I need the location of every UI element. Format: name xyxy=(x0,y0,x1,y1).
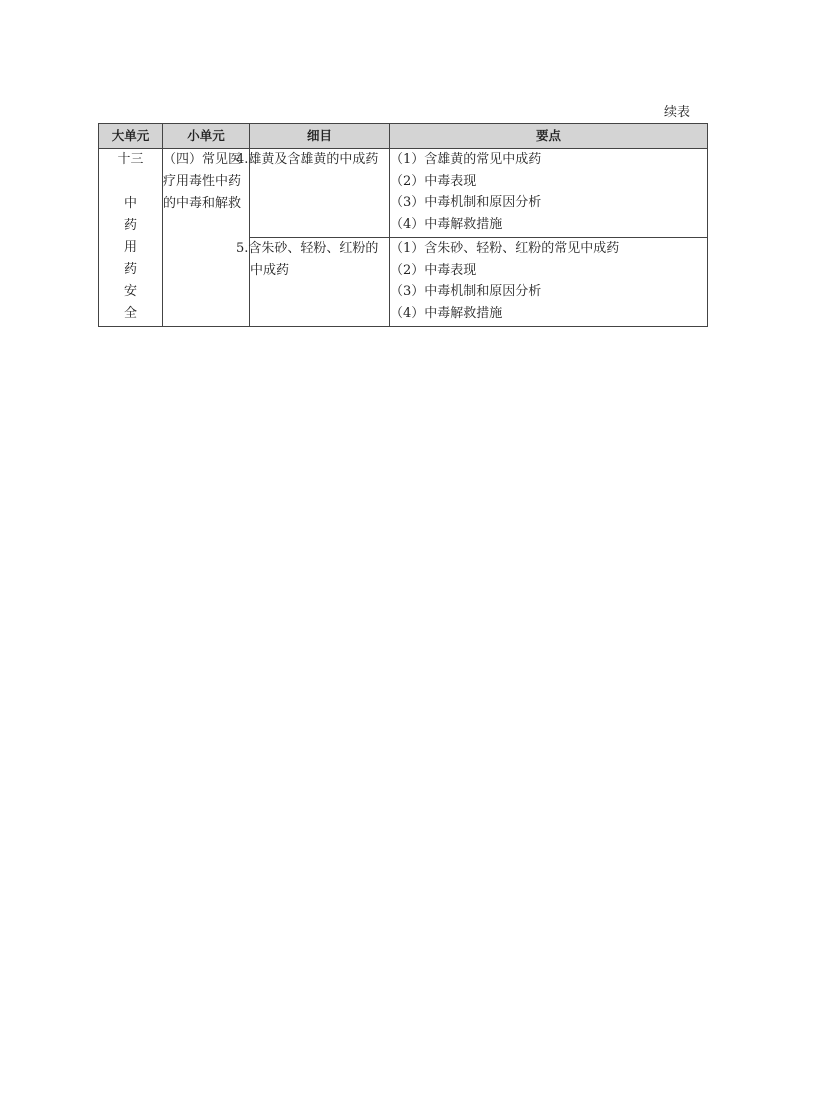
major-unit-number: 十三 xyxy=(117,152,144,167)
header-key-points: 要点 xyxy=(390,124,708,149)
header-major-unit: 大单元 xyxy=(99,124,163,149)
key-point: （1）含雄黄的常见中成药 xyxy=(390,152,542,167)
syllabus-table xyxy=(98,123,708,327)
major-unit-title-char: 用 xyxy=(123,240,137,255)
key-point: （1）含朱砂、轻粉、红粉的常见中成药 xyxy=(390,241,620,256)
key-points-cell xyxy=(390,238,708,327)
major-unit-title-char: 安 xyxy=(123,284,137,299)
key-point: （3）中毒机制和原因分析 xyxy=(390,195,542,210)
detail-cell: 5.含朱砂、轻粉、红粉的中成药 xyxy=(250,238,390,327)
key-point: （2）中毒表现 xyxy=(390,173,477,189)
major-unit-cell xyxy=(99,149,163,327)
key-point: （2）中毒表现 xyxy=(390,262,477,278)
table-row xyxy=(99,149,708,238)
table-header-row xyxy=(99,124,708,149)
detail-cell: 4.雄黄及含雄黄的中成药 xyxy=(250,149,390,238)
major-unit-title-char: 全 xyxy=(123,306,137,321)
header-minor-unit: 小单元 xyxy=(163,124,250,149)
key-point: （4）中毒解救措施 xyxy=(390,305,503,321)
key-point: （3）中毒机制和原因分析 xyxy=(390,284,542,299)
key-point: （4）中毒解救措施 xyxy=(390,216,503,232)
key-points-cell xyxy=(390,149,708,238)
minor-unit-cell: （四）常见医疗用毒性中药的中毒和解救 xyxy=(163,149,250,327)
major-unit-title-char: 药 xyxy=(123,262,137,277)
major-unit-title-char: 中 xyxy=(123,196,137,211)
continued-table-label: 续表 xyxy=(663,105,690,120)
major-unit-title-char: 药 xyxy=(123,218,137,233)
header-detail: 细目 xyxy=(250,124,390,149)
